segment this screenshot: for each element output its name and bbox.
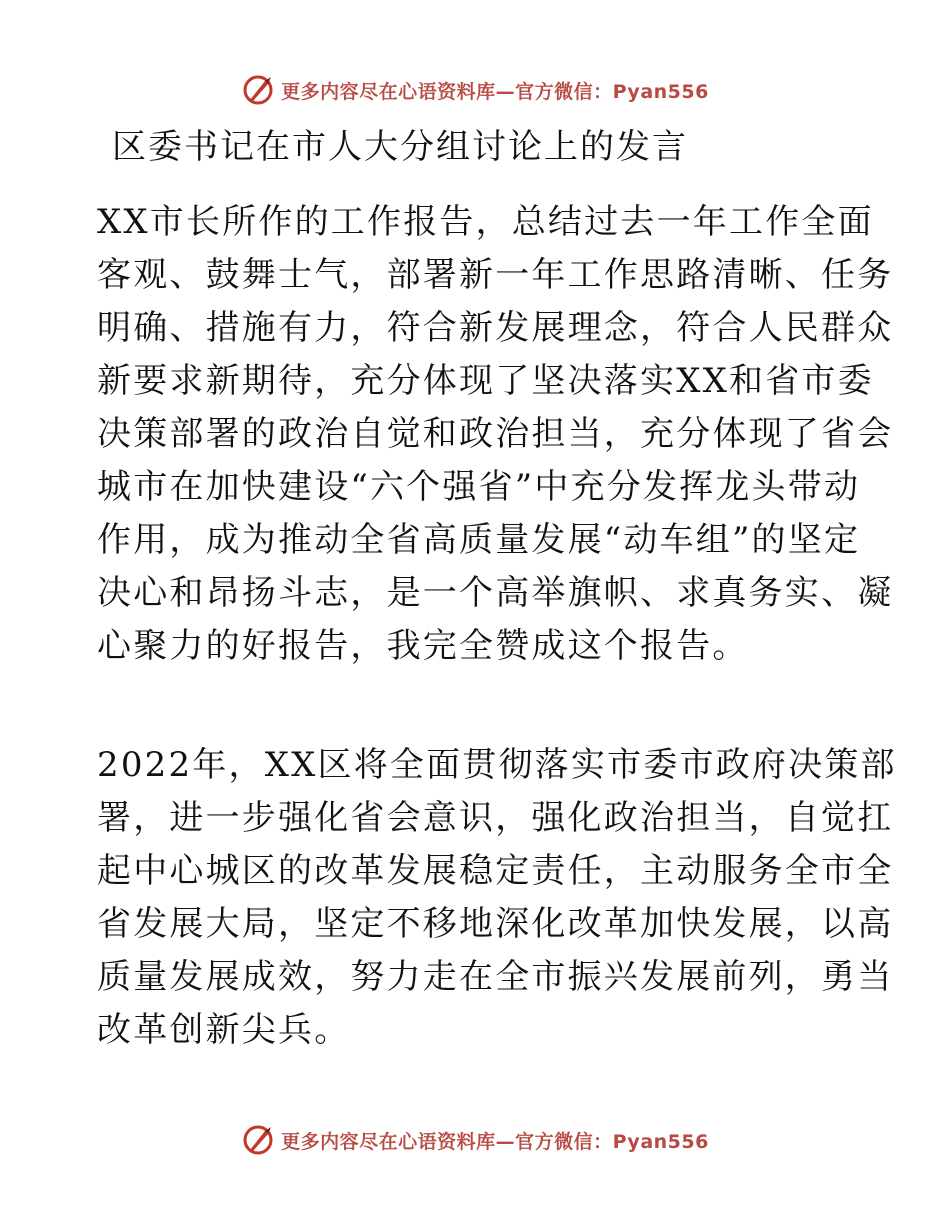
document-title: 区委书记在市人大分组讨论上的发言 [112,127,688,167]
text-line: XX市长所作的工作报告，总结过去一年工作全面 [97,202,874,242]
text-line: 署，进一步强化省会意识，强化政治担当，自觉扛 [97,798,894,838]
text-line: 决策部署的政治自觉和政治担当，充分体现了省会 [97,414,894,454]
feather-pen-circle-icon [241,73,275,107]
paragraph-2 [97,739,897,1057]
text-line: 质量发展成效，努力走在全市振兴发展前列，勇当 [97,957,894,997]
text-line: 心聚力的好报告，我完全赞成这个报告。 [97,626,749,666]
text-line: 2022年，XX区将全面贯彻落实市委市政府决策部 [97,745,897,785]
text-line: 城市在加快建设“六个强省”中充分发挥龙头带动 [97,467,861,507]
text-line: 决心和昂扬斗志，是一个高举旗帜、求真务实、凝 [97,573,894,613]
text-line: 省发展大局，坚定不移地深化改革加快发展，以高 [97,904,894,944]
watermark-text: 更多内容尽在心语资料库—官方微信：Pyan556 [281,80,709,103]
text-line: 明确、措施有力，符合新发展理念，符合人民群众 [97,308,894,348]
feather-pen-circle-icon [241,1123,275,1157]
paragraph-1 [97,196,894,673]
text-line: 起中心城区的改革发展稳定责任，主动服务全市全 [97,851,894,891]
watermark-text: 更多内容尽在心语资料库—官方微信：Pyan556 [281,1130,709,1153]
text-line: 客观、鼓舞士气，部署新一年工作思路清晰、任务 [97,255,894,295]
text-line: 新要求新期待，充分体现了坚决落实XX和省市委 [97,361,874,401]
text-line: 改革创新尖兵。 [97,1010,351,1050]
text-line: 作用，成为推动全省高质量发展“动车组”的坚定 [97,520,861,560]
watermark-banner-bottom [0,1120,950,1160]
watermark-banner-top [0,70,950,110]
